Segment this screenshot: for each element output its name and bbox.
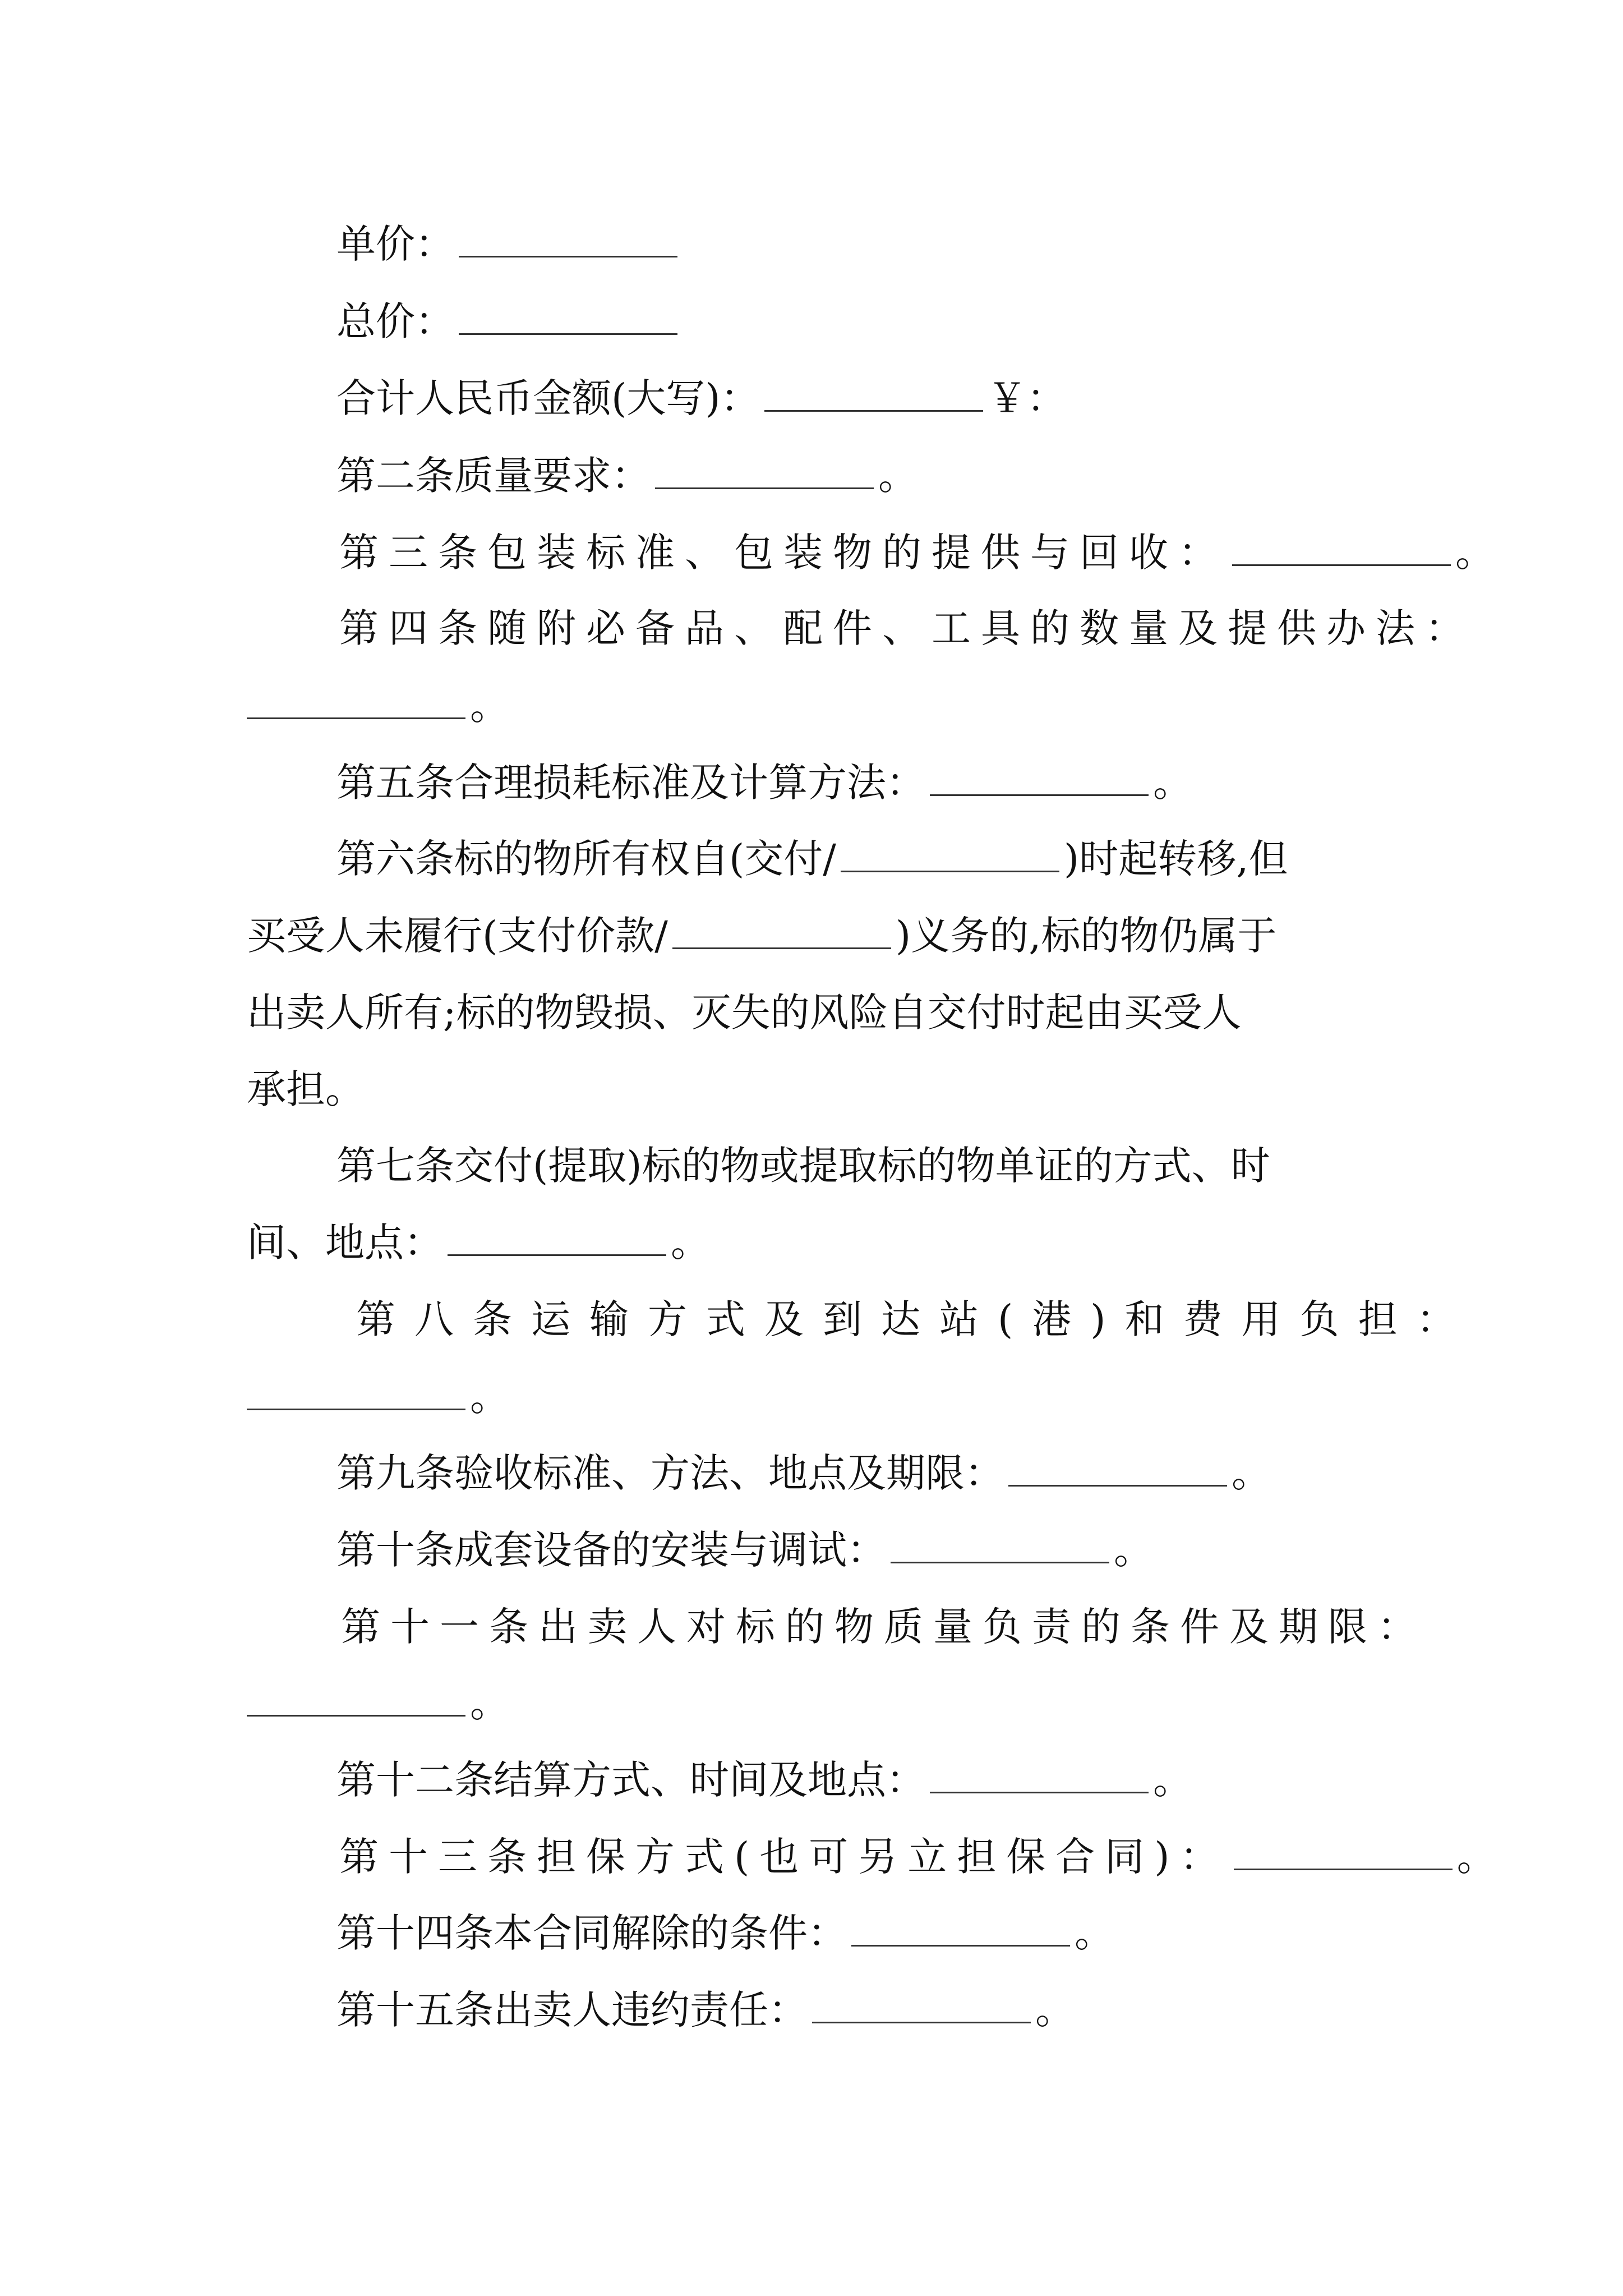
fill-blank[interactable] <box>851 1911 1070 1947</box>
fill-blank[interactable] <box>891 1528 1109 1563</box>
article-6-line-3 <box>247 973 1623 1052</box>
line-suffix: 。 <box>878 453 917 499</box>
line-suffix: 。 <box>470 1374 509 1420</box>
article-4-line <box>339 589 1623 668</box>
article-2-line <box>336 436 1623 515</box>
line-text: 间、地点： <box>247 1220 443 1266</box>
line-text: 第二条质量要求： <box>336 453 651 499</box>
fill-blank[interactable] <box>930 761 1149 796</box>
line-text: 第十一条出卖人对标的物质量负责的条件及期限： <box>341 1604 1427 1650</box>
line-suffix: 。 <box>470 683 509 729</box>
line-suffix: 。 <box>470 1680 509 1726</box>
line-text: 第十三条担保方式(也可另立担保合同)： <box>339 1834 1229 1880</box>
line-text: 买受人未履行(支付价款/ <box>247 913 668 959</box>
line-text: 第十四条本合同解除的条件： <box>336 1910 847 1956</box>
fill-blank[interactable] <box>448 1221 666 1256</box>
article-9-line <box>336 1434 1623 1512</box>
fill-blank[interactable] <box>247 684 465 719</box>
unit-price-line <box>336 205 1623 283</box>
article-14-line <box>336 1894 1623 1972</box>
line-suffix: 。 <box>1455 530 1495 576</box>
total-rmb-line <box>336 359 1623 438</box>
article-8-continuation <box>247 1358 1623 1436</box>
fill-blank[interactable] <box>1232 531 1451 566</box>
line-suffix: )时起转移,但 <box>1063 836 1288 882</box>
article-11-continuation <box>247 1664 1623 1742</box>
line-text: 第七条交付(提取)标的物或提取标的物单证的方式、时 <box>336 1143 1270 1189</box>
fill-blank[interactable] <box>841 837 1059 872</box>
line-text: 承担。 <box>247 1066 365 1112</box>
line-suffix: 。 <box>1153 1757 1192 1803</box>
article-12-line <box>336 1741 1623 1819</box>
fill-blank[interactable] <box>930 1758 1149 1793</box>
line-suffix: 。 <box>1075 1910 1114 1956</box>
article-5-line <box>336 743 1623 822</box>
article-6-line-4 <box>247 1050 1623 1129</box>
line-text: 第八条运输方式及到达站(港)和费用负担： <box>356 1296 1475 1342</box>
line-text: 单价： <box>336 221 454 267</box>
article-6-line-1 <box>336 820 1623 898</box>
article-15-line <box>336 1971 1623 2049</box>
fill-blank[interactable] <box>459 222 677 257</box>
line-text: 第九条验收标准、方法、地点及期限： <box>336 1450 1004 1496</box>
fill-blank[interactable] <box>672 914 891 949</box>
line-text: 出卖人所有;标的物毁损、灭失的风险自交付时起由买受人 <box>247 990 1242 1036</box>
line-text: 合计人民币金额(大写)： <box>336 375 760 421</box>
line-suffix: 。 <box>1153 760 1192 806</box>
line-suffix: 。 <box>1114 1527 1153 1573</box>
article-7-line-2 <box>247 1203 1623 1282</box>
line-text: 总价： <box>336 298 454 344</box>
line-text: 第四条随附必备品、配件、工具的数量及提供办法： <box>339 605 1474 651</box>
article-3-line <box>339 513 1623 592</box>
line-suffix: 。 <box>1035 1987 1075 2033</box>
article-4-continuation <box>247 666 1623 745</box>
fill-blank[interactable] <box>764 376 983 412</box>
fill-blank[interactable] <box>459 300 677 335</box>
article-8-line <box>356 1280 1623 1359</box>
line-text: 第十五条出卖人违约责任： <box>336 1987 808 2033</box>
line-suffix: 。 <box>1456 1834 1496 1880</box>
article-10-line <box>336 1511 1623 1589</box>
fill-blank[interactable] <box>247 1681 465 1717</box>
article-7-line-1 <box>336 1126 1623 1205</box>
line-text: 第五条合理损耗标准及计算方法： <box>336 760 925 806</box>
line-text: 第十条成套设备的安装与调试： <box>336 1527 886 1573</box>
line-text: 第三条包装标准、包装物的提供与回收： <box>339 530 1228 576</box>
article-13-line <box>339 1818 1623 1896</box>
line-suffix: 。 <box>671 1220 710 1266</box>
line-suffix: 。 <box>1232 1450 1271 1496</box>
line-suffix: ￥： <box>987 375 1066 421</box>
fill-blank[interactable] <box>812 1988 1031 2023</box>
fill-blank[interactable] <box>655 454 874 489</box>
fill-blank[interactable] <box>1234 1835 1453 1870</box>
fill-blank[interactable] <box>247 1375 465 1410</box>
line-text: 第六条标的物所有权自(交付/ <box>336 836 836 882</box>
line-suffix: )义务的,标的物仍属于 <box>895 913 1277 959</box>
total-price-line <box>336 282 1623 361</box>
article-11-line <box>341 1588 1623 1666</box>
line-text: 第十二条结算方式、时间及地点： <box>336 1757 925 1803</box>
fill-blank[interactable] <box>1008 1451 1227 1487</box>
article-6-line-2 <box>247 896 1623 975</box>
